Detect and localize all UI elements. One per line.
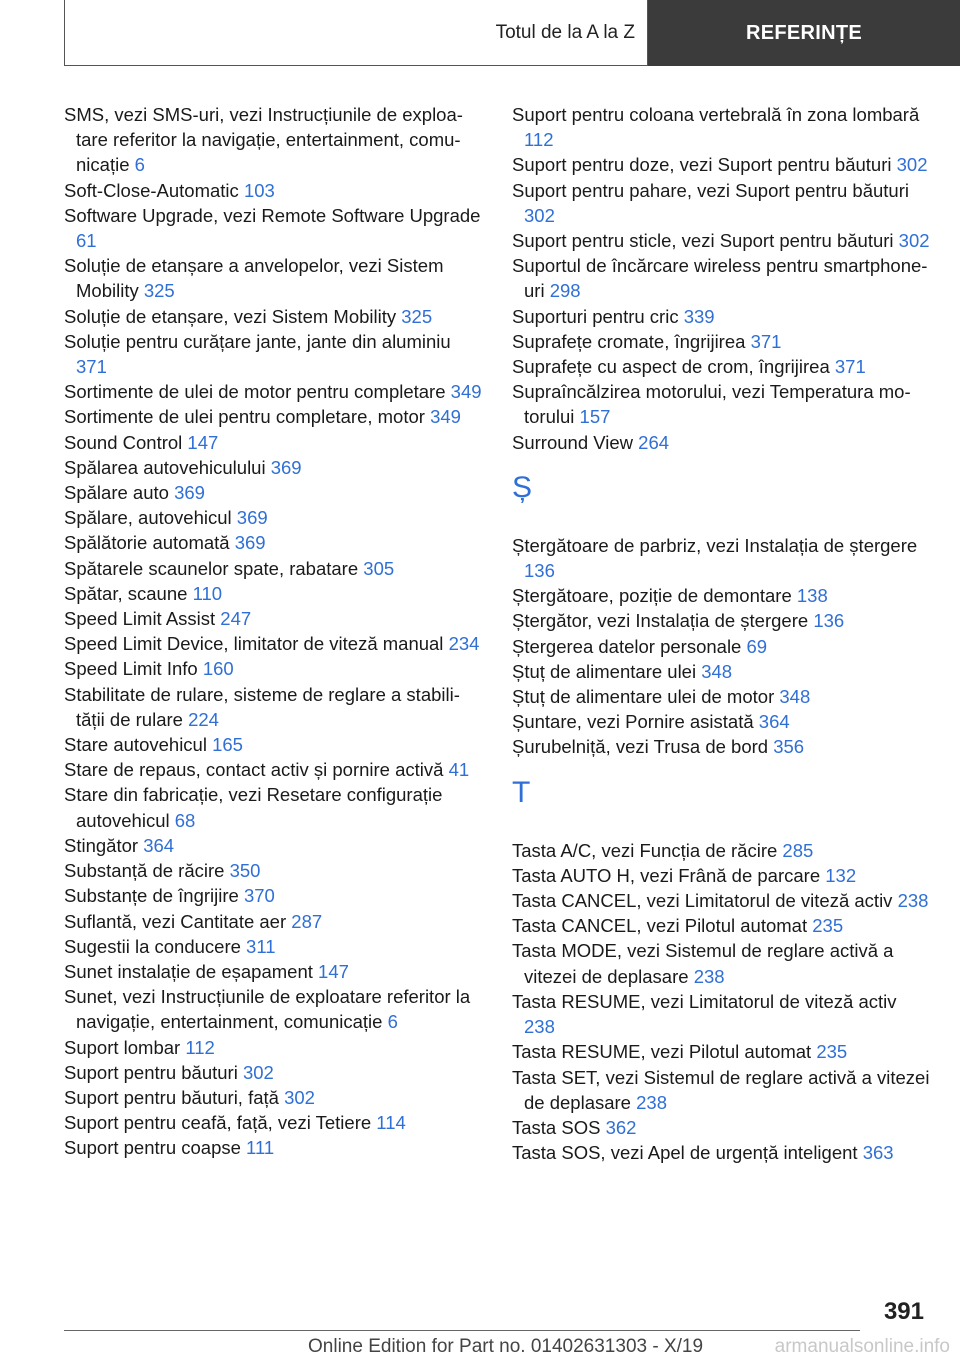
page-reference-link[interactable]: 349	[430, 406, 461, 428]
entry-text: Speed Limit Device, limitator de viteză manual	[64, 633, 444, 655]
page-reference-link[interactable]: 371	[834, 356, 866, 378]
entry-text: Suprafețe cromate, îngrijirea	[512, 330, 746, 352]
index-column-right	[512, 102, 930, 1165]
index-entry	[512, 938, 930, 988]
watermark: armanualsonline.info	[774, 1336, 950, 1357]
index-entry	[512, 913, 930, 938]
index-entry	[64, 833, 482, 858]
page-reference-link[interactable]: 238	[897, 890, 929, 912]
entry-text: Sortimente de ulei de motor pentru completare	[64, 381, 446, 403]
entry-text: Substanțe de îngrijire	[64, 885, 239, 907]
entry-text: Speed Limit Info	[64, 658, 198, 680]
index-entry	[512, 354, 930, 379]
index-entry	[64, 909, 482, 934]
index-entry	[512, 304, 930, 329]
page-reference-link[interactable]: 235	[816, 1041, 848, 1063]
page-reference-link[interactable]: 110	[192, 582, 223, 604]
entry-text: Ștergerea datelor personale	[512, 635, 742, 657]
index-entry	[64, 1035, 482, 1060]
entry-text: Sortimente de ulei pentru completare, motor	[64, 406, 425, 428]
index-entry	[512, 1115, 930, 1140]
index-entry	[64, 530, 482, 555]
page-reference-link[interactable]: 6	[387, 1011, 398, 1033]
index-entry	[512, 659, 930, 684]
entry-text: Stare autovehicul	[64, 734, 207, 756]
page-reference-link[interactable]: 41	[448, 759, 470, 781]
index-entry	[512, 533, 930, 583]
page-reference-link[interactable]: 302	[242, 1061, 274, 1083]
page-reference-link[interactable]: 348	[779, 686, 811, 708]
entry-text: Ștuț de alimentare ulei	[512, 660, 697, 682]
page-reference-link[interactable]: 136	[524, 560, 555, 582]
entry-text: Spătar, scaune	[64, 582, 188, 604]
index-entry	[64, 304, 482, 329]
entry-text: Tasta MODE, vezi Sistemul de reglare activă a vitezei de deplasare	[512, 940, 894, 987]
index-entry	[64, 505, 482, 530]
entry-text: Spălare auto	[64, 482, 169, 504]
entry-text: Stabilitate de rulare, sisteme de reglare a stabilității de rulare	[64, 683, 460, 730]
footer-rule	[64, 1330, 860, 1331]
entry-text: Tasta CANCEL, vezi Pilotul automat	[512, 915, 808, 937]
entry-text: Sound Control	[64, 431, 183, 453]
entry-text: Spălarea autovehiculului	[64, 456, 266, 478]
page-reference-link[interactable]: 325	[143, 280, 175, 302]
entry-text: Tasta A/C, vezi Funcția de răcire	[512, 839, 778, 861]
entry-text: Surround View	[512, 431, 634, 453]
index-entry	[512, 228, 930, 253]
index-entry	[512, 734, 930, 759]
entry-text: Spălare, autovehicul	[64, 507, 232, 529]
index-entry	[64, 984, 482, 1034]
entry-text: Soluție de etanșare, vezi Sistem Mobility	[64, 305, 397, 327]
index-entry	[512, 430, 930, 455]
index-group-t	[512, 838, 930, 1166]
header-title: Totul de la A la Z	[64, 0, 648, 66]
index-entry	[512, 1065, 930, 1115]
entry-text: Șuntare, vezi Pornire asistată	[512, 711, 754, 733]
index-entry	[64, 404, 482, 429]
index-entry	[512, 152, 930, 177]
index-entry	[64, 782, 482, 832]
letter-heading-t: T	[512, 775, 531, 809]
entry-text: Tasta SOS, vezi Apel de urgență inteligent	[512, 1142, 858, 1164]
page-reference-link[interactable]: 364	[758, 711, 790, 733]
index-entry	[64, 934, 482, 959]
index-entry	[512, 838, 930, 863]
page-reference-link[interactable]: 238	[524, 1016, 555, 1038]
index-entry	[512, 1039, 930, 1064]
page-reference-link[interactable]: 160	[202, 658, 234, 680]
page-reference-link[interactable]: 302	[524, 204, 555, 226]
index-entry	[512, 684, 930, 709]
index-entry	[64, 631, 482, 656]
page-reference-link[interactable]: 325	[401, 305, 433, 327]
index-entry	[512, 379, 930, 429]
entry-text: Stingător	[64, 834, 139, 856]
index-entry	[64, 581, 482, 606]
index-entry	[512, 178, 930, 228]
entry-text: Tasta SET, vezi Sistemul de reglare activă a vitezei de deplasare	[512, 1066, 930, 1113]
index-entry	[64, 253, 482, 303]
page-reference-link[interactable]: 370	[243, 885, 275, 907]
page-reference-link[interactable]: 350	[229, 860, 261, 882]
entry-text: Suport pentru doze, vezi Suport pentru băuturi	[512, 154, 892, 176]
page-reference-link[interactable]: 112	[524, 129, 554, 151]
entry-text: Șurubelniță, vezi Trusa de bord	[512, 736, 769, 758]
entry-text: Suporturi pentru cric	[512, 305, 679, 327]
page-reference-link[interactable]: 349	[450, 381, 482, 403]
entry-text: Spătarele scaunelor spate, rabatare	[64, 557, 359, 579]
entry-text: Sunet instalație de eșapament	[64, 960, 313, 982]
page-reference-link[interactable]: 369	[236, 507, 268, 529]
entry-text: Suport pentru băuturi, față	[64, 1086, 279, 1108]
entry-text: Suport pentru băuturi	[64, 1061, 238, 1083]
index-entry	[64, 1110, 482, 1135]
entry-text: Tasta CANCEL, vezi Limitatorul de viteză activ	[512, 890, 893, 912]
page-reference-link[interactable]: 235	[812, 915, 844, 937]
entry-text: Substanță de răcire	[64, 860, 225, 882]
entry-text: Suport pentru coloana vertebrală în zona lombară	[512, 104, 920, 125]
page-reference-link[interactable]: 6	[134, 154, 145, 176]
page-reference-link[interactable]: 247	[220, 608, 252, 630]
index-entry	[64, 656, 482, 681]
footer-edition-text: Online Edition for Part no. 01402631303 - X/19	[308, 1336, 704, 1357]
page-reference-link[interactable]: 369	[174, 482, 205, 504]
page-reference-link[interactable]: 157	[579, 406, 611, 428]
page-reference-link[interactable]: 356	[773, 736, 805, 758]
entry-text: Stare de repaus, contact activ și pornire activă	[64, 759, 444, 781]
index-entry	[64, 329, 482, 379]
page-reference-link[interactable]: 302	[898, 230, 930, 252]
entry-text: Ștergătoare de parbriz, vezi Instalația de ștergere	[512, 534, 918, 556]
entry-text: Soft-Close-Automatic	[64, 179, 239, 201]
entry-text: Suprafețe cu aspect de crom, îngrijirea	[512, 356, 830, 378]
entry-text: Tasta AUTO H, vezi Frână de parcare	[512, 864, 821, 886]
index-entry	[64, 379, 482, 404]
index-entry	[64, 883, 482, 908]
index-entry	[64, 455, 482, 480]
header-section-tab: REFERINȚE	[648, 0, 960, 66]
entry-text: Speed Limit Assist	[64, 608, 216, 630]
page-reference-link[interactable]: 305	[363, 557, 395, 579]
page-reference-link[interactable]: 364	[143, 834, 175, 856]
page-reference-link[interactable]: 132	[825, 864, 857, 886]
index-entry	[64, 682, 482, 732]
page-reference-link[interactable]: 371	[76, 356, 107, 378]
entry-text: Ștergătoare, poziție de demontare	[512, 585, 792, 607]
page-reference-link[interactable]: 224	[188, 708, 219, 730]
page-reference-link[interactable]: 103	[243, 179, 275, 201]
entry-text: Sugestii la conducere	[64, 935, 241, 957]
index-entry	[512, 863, 930, 888]
index-entry	[512, 583, 930, 608]
index-entry	[64, 757, 482, 782]
entry-text: Tasta SOS	[512, 1116, 601, 1138]
page-reference-link[interactable]: 112	[185, 1036, 215, 1058]
page-reference-link[interactable]: 369	[270, 456, 302, 478]
index-entry	[64, 480, 482, 505]
index-entry	[64, 959, 482, 984]
page-reference-link[interactable]: 61	[76, 230, 97, 252]
entry-text: Suport pentru sticle, vezi Suport pentru băuturi	[512, 230, 894, 252]
entry-text: Suportul de încărcare wireless pentru smartphone-uri	[512, 255, 928, 302]
index-entry	[64, 732, 482, 757]
index-entry	[64, 178, 482, 203]
index-entry	[64, 606, 482, 631]
page-reference-link[interactable]: 68	[174, 809, 196, 831]
index-entry	[64, 1060, 482, 1085]
page-reference-link[interactable]: 369	[234, 532, 266, 554]
entry-text: Software Upgrade, vezi Remote Software Upgrade	[64, 204, 481, 226]
page-reference-link[interactable]: 264	[638, 431, 670, 453]
entry-text: Tasta RESUME, vezi Limitatorul de viteză activ	[512, 990, 897, 1012]
entry-text: Ștergător, vezi Instalația de ștergere	[512, 610, 809, 632]
entry-text: Suport pentru ceafă, față, vezi Tetiere	[64, 1112, 372, 1134]
page-reference-link[interactable]: 147	[318, 960, 349, 982]
entry-text: Ștuț de alimentare ulei de motor	[512, 686, 775, 708]
index-entry	[512, 329, 930, 354]
page-reference-link[interactable]: 348	[701, 660, 733, 682]
page-reference-link[interactable]: 138	[796, 585, 828, 607]
page-reference-link[interactable]: 238	[636, 1091, 667, 1113]
page-reference-link[interactable]: 69	[746, 635, 768, 657]
page-reference-link[interactable]: 298	[549, 280, 581, 302]
index-entry	[64, 858, 482, 883]
entry-text: Suport pentru pahare, vezi Suport pentru băuturi	[512, 179, 909, 201]
entry-text: Tasta RESUME, vezi Pilotul automat	[512, 1041, 812, 1063]
index-entry	[512, 888, 930, 913]
page-reference-link[interactable]: 371	[750, 330, 782, 352]
page-header	[64, 0, 960, 66]
index-entry	[512, 608, 930, 633]
page-reference-link[interactable]: 136	[813, 610, 845, 632]
page-reference-link[interactable]: 302	[896, 154, 928, 176]
page-reference-link[interactable]: 362	[605, 1116, 637, 1138]
page-reference-link[interactable]: 111	[246, 1137, 275, 1159]
page-reference-link[interactable]: 165	[212, 734, 243, 756]
entry-text: SMS, vezi SMS-uri, vezi Instrucțiunile de exploatare referitor la navigație, entertainment, comunicație	[64, 104, 463, 176]
entry-text: Spălătorie automată	[64, 532, 230, 554]
page-reference-link[interactable]: 287	[291, 910, 323, 932]
entry-text: Soluție de etanșare a anvelopelor, vezi Sistem Mobility	[64, 255, 444, 302]
index-entry	[64, 203, 482, 253]
page-reference-link[interactable]: 285	[782, 839, 814, 861]
page-reference-link[interactable]: 339	[683, 305, 715, 327]
index-entry	[512, 102, 930, 152]
entry-text: Soluție pentru curățare jante, jante din aluminiu	[64, 330, 451, 352]
page-reference-link[interactable]: 238	[693, 965, 725, 987]
entry-text: Sunet, vezi Instrucțiunile de exploatare referitor la navigație, entertainment, comunicație	[64, 986, 471, 1033]
page-reference-link[interactable]: 114	[376, 1112, 406, 1134]
page-number: 391	[883, 1298, 924, 1325]
index-entry	[64, 430, 482, 455]
entry-text: Stare din fabricație, vezi Resetare configurație autovehicul	[64, 784, 443, 831]
page-reference-link[interactable]: 311	[246, 935, 276, 957]
index-group-s	[512, 102, 930, 455]
page-reference-link[interactable]: 147	[187, 431, 219, 453]
page-reference-link[interactable]: 302	[284, 1086, 315, 1108]
entry-text: Suport pentru coapse	[64, 1137, 241, 1159]
index-column-left	[64, 102, 482, 1161]
index-entry	[512, 989, 930, 1039]
entry-text: Suflantă, vezi Cantitate aer	[64, 910, 287, 932]
index-entry	[512, 1140, 930, 1165]
index-entry	[512, 709, 930, 734]
entry-text: Suport lombar	[64, 1036, 181, 1058]
index-group-sh	[512, 533, 930, 760]
index-entry	[512, 634, 930, 659]
index-entry	[64, 102, 482, 178]
index-entry	[512, 253, 930, 303]
letter-heading-sh: Ș	[512, 470, 533, 504]
index-entry	[64, 556, 482, 581]
page-reference-link[interactable]: 234	[448, 633, 480, 655]
entry-text: Supraîncălzirea motorului, vezi Temperatura motorului	[512, 381, 911, 428]
page-reference-link[interactable]: 363	[862, 1142, 894, 1164]
index-entry	[64, 1135, 482, 1160]
index-entry	[64, 1085, 482, 1110]
